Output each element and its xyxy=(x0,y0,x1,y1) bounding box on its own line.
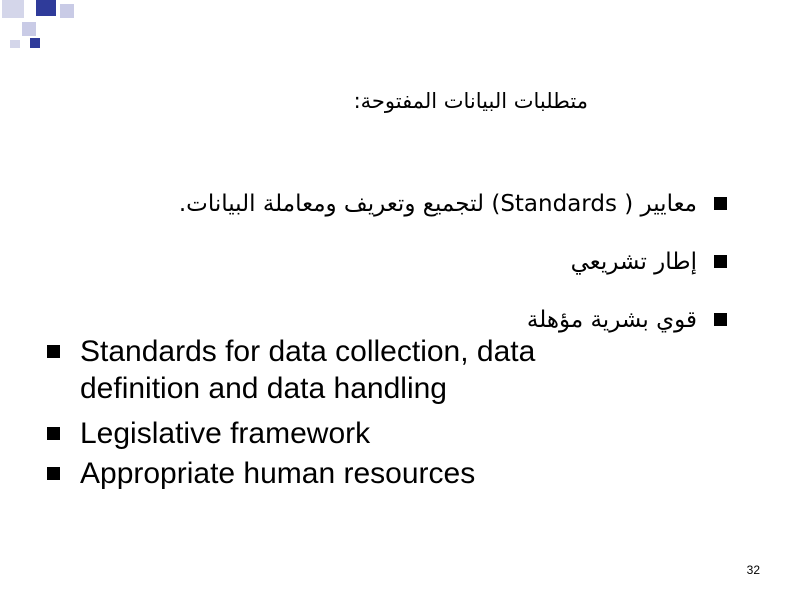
bullet-square-icon xyxy=(47,427,60,440)
bullet-square-icon xyxy=(714,197,727,210)
arabic-bullet-list xyxy=(20,180,732,354)
english-item-text: Appropriate human resources xyxy=(80,457,476,490)
page-number: 32 xyxy=(746,563,760,577)
arabic-list-item xyxy=(20,180,732,238)
english-bullet-list xyxy=(44,333,644,492)
arabic-list-item xyxy=(20,238,732,296)
arabic-item-text: قوي بشرية مؤهلة xyxy=(526,307,697,333)
decor-square-light xyxy=(60,4,74,18)
bullet-square-icon xyxy=(714,255,727,268)
decor-square-large xyxy=(2,0,24,18)
bullet-square-icon xyxy=(714,313,727,326)
decor-square-small xyxy=(22,22,36,36)
english-item-text: Standards for data collection, data definition and data handling xyxy=(80,335,536,405)
decor-square-tiny xyxy=(10,40,20,48)
bullet-square-icon xyxy=(47,345,60,358)
corner-squares-decoration xyxy=(0,0,80,60)
english-list-item xyxy=(44,455,644,492)
decor-square-small-blue xyxy=(30,38,40,48)
arabic-item-text: إطار تشريعي xyxy=(570,249,697,275)
bullet-square-icon xyxy=(47,467,60,480)
arabic-item-text: معايير ( Standards) لتجميع وتعريف ومعاملة البيانات. xyxy=(178,191,697,217)
english-list-item xyxy=(44,415,644,452)
english-item-text: Legislative framework xyxy=(80,417,371,450)
slide-title: متطلبات البيانات المفتوحة: xyxy=(353,89,588,113)
decor-square-blue xyxy=(36,0,56,16)
english-list-item xyxy=(44,333,644,407)
